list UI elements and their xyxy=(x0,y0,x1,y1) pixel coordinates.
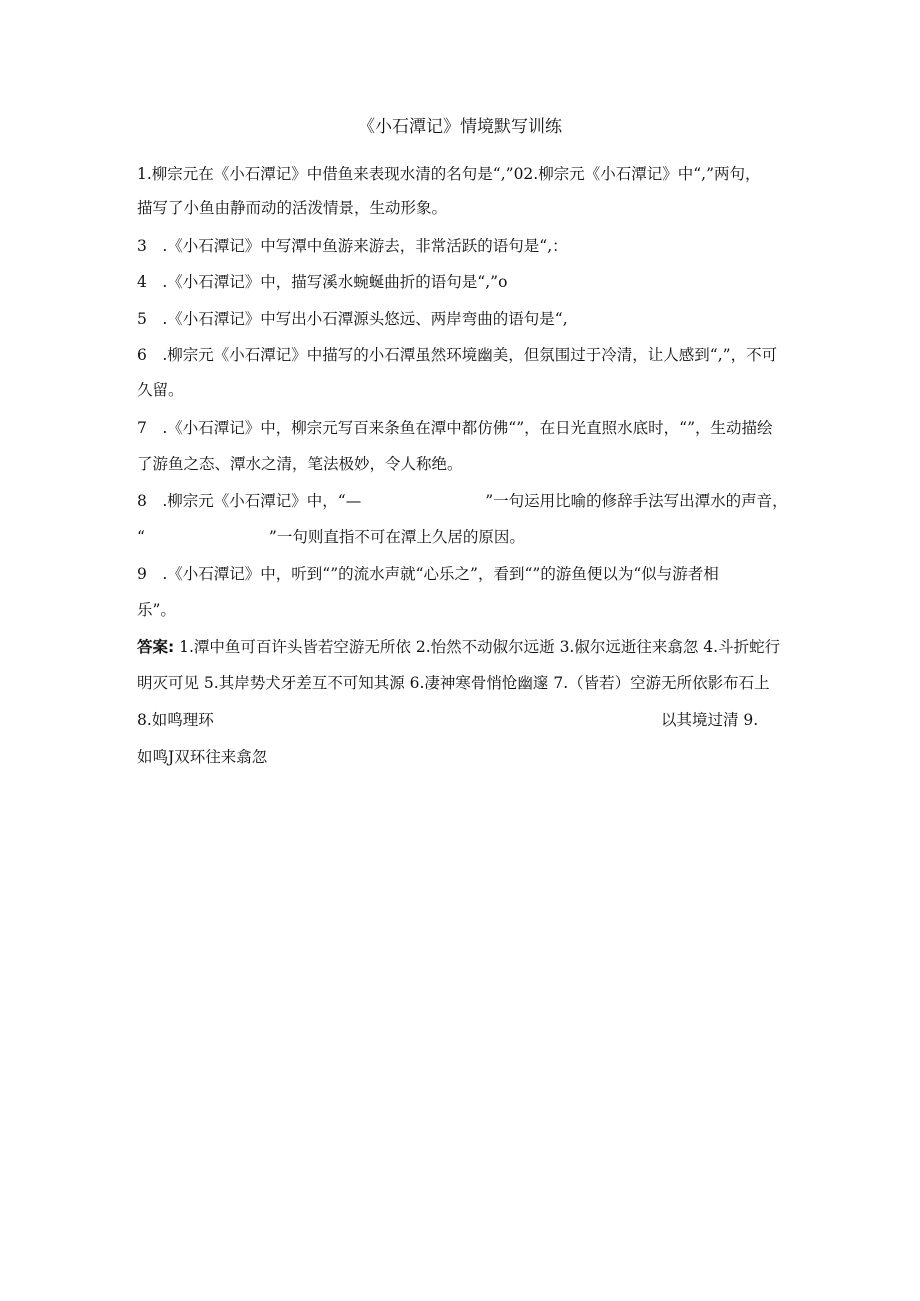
question-8-continuation: “ ”一句则直指不可在潭上久居的原因。 xyxy=(137,528,525,546)
question-9-continuation: 乐”。 xyxy=(137,601,176,619)
question-6: 6 .柳宗元《小石潭记》中描写的小石潭虽然环境幽美，但氛围过于冷清，让人感到“,”，不可 xyxy=(137,346,778,364)
answer-line-1 xyxy=(137,637,780,657)
page-title: 《小石潭记》情境默写训练 xyxy=(358,117,562,137)
question-5: 5 .《小石潭记》中写出小石潭源头悠远、两岸弯曲的语句是“, xyxy=(137,310,568,328)
answer-line-4: 如鸣J双环往来翕忽 xyxy=(137,748,268,766)
answer-label: 答案: xyxy=(137,638,175,656)
question-3: 3 .《小石潭记》中写潭中鱼游来游去，非常活跃的语句是“,： xyxy=(137,237,568,255)
question-2-continuation: 描写了小鱼由静而动的活泼情景，生动形象。 xyxy=(137,199,448,217)
question-7: 7 .《小石潭记》中，柳宗元写百来条鱼在潭中都仿佛“”，在日光直照水底时，“”，生动描绘 xyxy=(137,419,773,437)
question-8: 8 .柳宗元《小石潭记》中，“— ”一句运用比喻的修辞手法写出潭水的声音， xyxy=(137,492,788,510)
answer-line-3-left: 8.如鸣理环 xyxy=(137,711,214,729)
question-4: 4 .《小石潭记》中，描写溪水蜿蜒曲折的语句是“,”o xyxy=(137,273,508,291)
answer-line-2: 明灭可见 5.其岸势犬牙差互不可知其源 6.凄神寒骨悄怆幽邃 7.（皆若）空游无所依影布石上 xyxy=(137,674,770,692)
answer-text-1: 1.潭中鱼可百许头皆若空游无所依 2.怡然不动俶尔远逝 3.俶尔远逝往来翕忽 4.斗折蛇行 xyxy=(174,638,781,656)
answer-line-3-right: 以其境过清 9. xyxy=(661,711,759,729)
question-1-2-line: 1.柳宗元在《小石潭记》中借鱼来表现水清的名句是“,”02.柳宗元《小石潭记》中“,”两句， xyxy=(137,165,761,183)
question-7-continuation: 了游鱼之态、潭水之清，笔法极妙，令人称绝。 xyxy=(137,455,463,473)
question-6-continuation: 久留。 xyxy=(137,381,184,399)
question-9: 9 .《小石潭记》中，听到“”的流水声就“心乐之”，看到“”的游鱼便以为“似与游者相 xyxy=(137,565,719,583)
